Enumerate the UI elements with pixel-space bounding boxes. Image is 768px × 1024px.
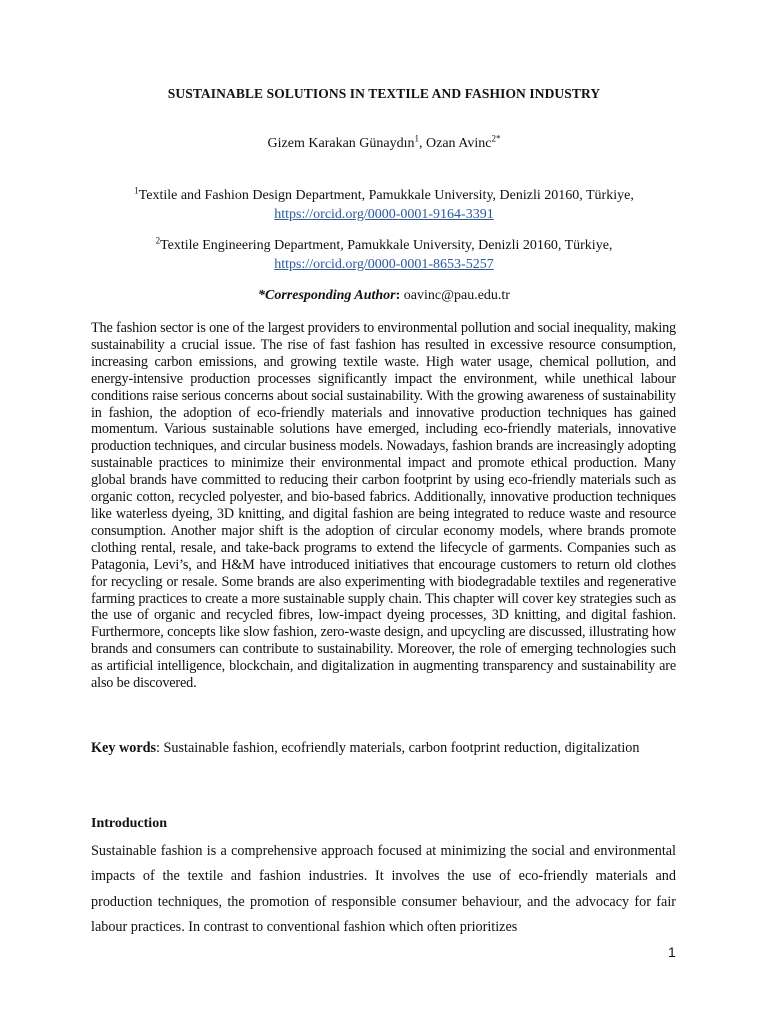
keywords-label: Key words: [91, 740, 157, 756]
affiliation-2-text: Textile Engineering Department, Pamukkale University, Denizli 20160, Türkiye,: [160, 238, 613, 253]
author-2: Ozan Avinc: [426, 136, 492, 151]
affiliation-2-marker: 2: [155, 235, 161, 246]
corresponding-author-label: *Corresponding Author: [258, 288, 396, 303]
page-number: 1: [668, 944, 676, 960]
author-1: Gizem Karakan Günaydın: [267, 136, 415, 151]
affiliation-1-text: Textile and Fashion Design Department, Pamukkale University, Denizli 20160, Türkiye,: [138, 188, 634, 203]
author-1-affiliation-marker: 1: [414, 133, 419, 144]
abstract: The fashion sector is one of the largest providers to environmental pollution and social inequality, making sustainability a crucial issue. The rise of fast fashion has resulted in excessive resource consumption, increasing carbon emissions, and growing textile waste. High water usage, chemical pollution, and energy-intensive production processes significantly impact the environment, while unethical labour conditions raise serious concerns about social sustainability. With the growing awareness of sustainability in fashion, the adoption of eco-friendly materials and innovative production techniques has gained momentum. Various sustainable solutions have emerged, including eco-friendly materials, innovative production techniques, and circular business models. Nowadays, fashion brands are increasingly adopting sustainable practices to minimize their environmental impact and promote ethical production. Many global brands have committed to reducing their carbon footprint by using eco-friendly materials such as organic cotton, recycled polyester, and bio-based fabrics. Additionally, innovative production techniques like waterless dyeing, 3D knitting, and digital fashion are being integrated to reduce waste and resource consumption. Another major shift is the adoption of circular economy models, where brands promote clothing rental, resale, and take-back programs to extend the lifecycle of garments. Companies such as Patagonia, Levi’s, and H&M have introduced initiatives that encourage customers to return old clothes for recycling or resale. Some brands are also experimenting with biodegradable textiles and regenerative farming practices to create a more sustainable supply chain. This chapter will cover key strategies such as the use of organic and recycled fibres, low-impact dyeing processes, 3D knitting, and digital fashion. Furthermore, concepts like slow fashion, zero-waste design, and upcycling are discussed, illustrating how brands and consumers can contribute to sustainability. Moreover, the role of emerging technologies such as artificial intelligence, blockchain, and digitalization in augmenting transparency and sustainability are also be discovered.: [91, 320, 676, 692]
keywords: [91, 740, 676, 757]
affiliation-1: [80, 186, 688, 224]
author-2-affiliation-marker: 2*: [491, 133, 501, 144]
corresponding-author-email: oavinc@pau.edu.tr: [403, 288, 510, 303]
author-line: [0, 133, 768, 152]
author-separator: ,: [419, 136, 426, 151]
introduction-paragraph: Sustainable fashion is a comprehensive approach focused at minimizing the social and environmental impacts of the textile and fashion industries. It involves the use of eco-friendly materials and production techniques, the promotion of responsible consumer behaviour, and the advocacy for fair labour practices. In contrast to conventional fashion which often prioritizes: [91, 843, 676, 936]
affiliation-1-marker: 1: [134, 185, 139, 196]
corresponding-author-colon: :: [395, 288, 404, 303]
introduction-heading: Introduction: [91, 816, 167, 831]
paper-title: SUSTAINABLE SOLUTIONS IN TEXTILE AND FASHION INDUSTRY: [167, 86, 601, 101]
corresponding-author: [0, 288, 768, 304]
orcid-link-1[interactable]: https://orcid.org/0000-0001-9164-3391: [274, 207, 494, 222]
orcid-link-2[interactable]: https://orcid.org/0000-0001-8653-5257: [274, 257, 494, 272]
affiliation-2: [80, 236, 688, 274]
keywords-text: : Sustainable fashion, ecofriendly materials, carbon footprint reduction, digitalization: [156, 740, 640, 756]
